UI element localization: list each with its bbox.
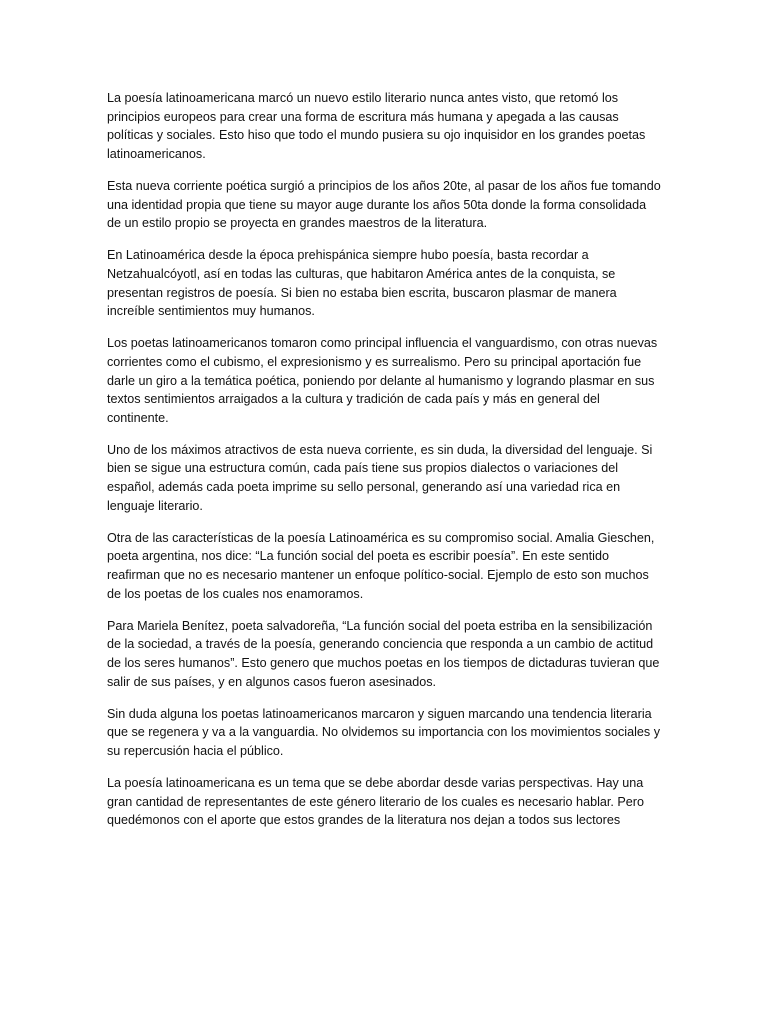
text-line: gran cantidad de representantes de este género literario de los cuales es necesario hablar. Pero <box>107 794 644 809</box>
paragraph-7 <box>107 617 669 691</box>
text-line: La poesía latinoamericana es un tema que se debe abordar desde varias perspectivas. Hay una <box>107 776 644 791</box>
paragraph-6 <box>107 529 669 603</box>
text-line: textos sentimientos arraigados a la cultura y tradición de cada país y más en general del <box>107 392 600 407</box>
text-line: La poesía latinoamericana marcó un nuevo estilo literario nunca antes visto, que retomó los <box>107 91 619 105</box>
text-line: Uno de los máximos atractivos de esta nueva corriente, es sin duda, la diversidad del lenguaje. Si <box>107 442 653 457</box>
text-line: principios europeos para crear una forma de escritura más humana y apegada a las causas <box>107 109 619 124</box>
text-line: una identidad propia que tiene su mayor auge durante los años 50ta donde la forma consolidada <box>107 197 647 212</box>
text-line: presentan registros de poesía. Si bien no estaba bien escrita, buscaron plasmar de manera <box>107 285 617 300</box>
text-line: En Latinoamérica desde la época prehispánica siempre hubo poesía, basta recordar a <box>107 248 589 263</box>
text-line: Sin duda alguna los poetas latinoamericanos marcaron y siguen marcando una tendencia literaria <box>107 706 652 721</box>
text-line: reafirman que no es necesario mantener un enfoque político-social. Ejemplo de esto son muchos <box>107 568 649 583</box>
text-line: poeta argentina, nos dice: “La función social del poeta es escribir poesía”. En este sentido <box>107 549 609 564</box>
text-line: darle un giro a la temática poética, poniendo por delante al humanismo y logrando plasmar en sus <box>107 373 655 388</box>
text-line: quedémonos con el aporte que estos grandes de la literatura nos dejan a todos sus lectores <box>107 813 621 828</box>
text-line: corrientes como el cubismo, el expresionismo y es surrealismo. Pero su principal aportación fue <box>107 354 642 369</box>
text-line: lenguaje literario. <box>107 498 203 513</box>
text-line: latinoamericanos. <box>107 146 206 161</box>
paragraph-5 <box>107 441 669 515</box>
text-line: que se regenera y va a la vanguardia. No olvidemos su importancia con los movimientos sociales y <box>107 725 661 740</box>
text-line: Para Mariela Benítez, poeta salvadoreña, “La función social del poeta estriba en la sensibilización <box>107 618 653 633</box>
text-line: políticas y sociales. Esto hiso que todo el mundo pusiera su ojo inquisidor en los grandes poetas <box>107 128 646 143</box>
text-line: salir de sus países, y en algunos casos fueron asesinados. <box>107 674 437 689</box>
paragraph-2 <box>107 177 669 233</box>
paragraph-1 <box>107 89 669 163</box>
text-line: continente. <box>107 410 169 425</box>
text-line: bien se sigue una estructura común, cada país tiene sus propios dialectos o variaciones del <box>107 461 619 476</box>
paragraph-8 <box>107 705 669 761</box>
paragraph-9 <box>107 774 669 830</box>
text-line: español, además cada poeta imprime su sello personal, generando así una variedad rica en <box>107 480 621 495</box>
text-line: su repercusión hacia el público. <box>107 743 284 758</box>
paragraph-3 <box>107 246 669 320</box>
text-line: Los poetas latinoamericanos tomaron como principal influencia el vanguardismo, con otras nuevas <box>107 336 658 351</box>
text-line: Otra de las características de la poesía Latinoamérica es su compromiso social. Amalia Gieschen, <box>107 530 655 545</box>
document-body <box>107 89 669 844</box>
text-line: Netzahualcóyotl, así en todas las culturas, que habitaron América antes de la conquista, se <box>107 266 616 281</box>
text-line: Esta nueva corriente poética surgió a principios de los años 20te, al pasar de los años fue tomando <box>107 178 661 193</box>
text-line: increíble sentimientos muy humanos. <box>107 304 315 319</box>
text-line: de los seres humanos”. Esto genero que muchos poetas en los tiempos de dictaduras tuvieran que <box>107 656 660 670</box>
text-line: de los poetas de los cuales nos enamoramos. <box>107 586 364 601</box>
text-line: de la sociedad, a través de la poesía, generando conciencia que responda a un cambio de actitud <box>107 637 654 652</box>
text-line: de un estilo propio se proyecta en grandes maestros de la literatura. <box>107 216 488 231</box>
paragraph-4 <box>107 334 669 427</box>
